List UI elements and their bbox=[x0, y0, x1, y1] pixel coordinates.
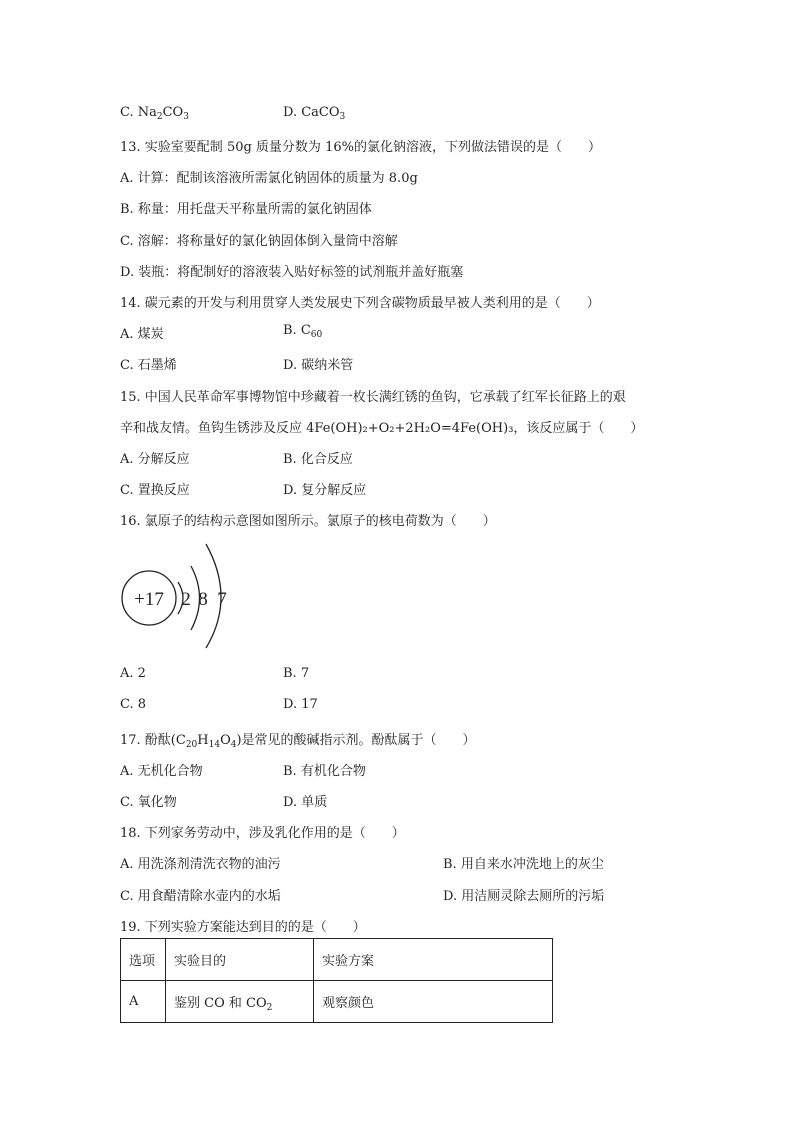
q14-option-b: B. $C_{60}$ bbox=[283, 323, 323, 340]
q16-stem: 16. 氯原子的结构示意图如图所示。氯原子的核电荷数为（ ） bbox=[120, 514, 496, 529]
q17-option-d: D. 单质 bbox=[283, 795, 328, 810]
q13-option-b: B. 称量：用托盘天平称量所需的氯化钠固体 bbox=[120, 202, 372, 217]
q16-option-c: C. 8 bbox=[120, 697, 147, 712]
shell-electrons-2: 8 bbox=[198, 589, 208, 610]
q14-option-a: A. 煤炭 bbox=[120, 327, 164, 342]
nucleus-charge: +17 bbox=[134, 589, 164, 610]
q14-option-d: D. 碳纳米管 bbox=[283, 358, 354, 373]
q15-option-d: D. 复分解反应 bbox=[283, 483, 367, 498]
q12-option-d: D. CaCO$_3$ bbox=[283, 105, 346, 122]
q18-stem: 18. 下列家务劳动中，涉及乳化作用的是（ ） bbox=[120, 826, 405, 841]
q15-stem-line2: 辛和战友情。鱼钩生锈涉及反应 4Fe(OH)₂+O₂+2H₂O=4Fe(OH)₃，该反应属于（ ） bbox=[120, 421, 644, 436]
q19-stem: 19. 下列实验方案能达到目的的是（ ） bbox=[120, 920, 366, 935]
q13-stem: 13. 实验室要配制 50g 质量分数为 16%的氯化钠溶液，下列做法错误的是（ ） bbox=[120, 140, 601, 155]
table-header-cell: 实验方案 bbox=[314, 939, 553, 981]
q17-option-c: C. 氧化物 bbox=[120, 795, 177, 810]
table-cell-option: A bbox=[121, 981, 166, 1023]
q18-option-b: B. 用自来水冲洗地上的灰尘 bbox=[443, 857, 604, 872]
q15-option-b: B. 化合反应 bbox=[283, 452, 353, 467]
q13-option-d: D. 装瓶：将配制好的溶液装入贴好标签的试剂瓶并盖好瓶塞 bbox=[120, 265, 464, 280]
q15-stem-line1: 15. 中国人民革命军事博物馆中珍藏着一枚长满红锈的鱼钩，它承载了红军长征路上的艰 bbox=[120, 390, 626, 405]
shell-electrons-1: 2 bbox=[181, 589, 191, 610]
table-header-cell: 选项 bbox=[121, 939, 166, 981]
table-header-row bbox=[121, 939, 553, 981]
table-cell-goal: 鉴别 CO 和 $CO_2$ bbox=[166, 981, 314, 1023]
q14-stem: 14. 碳元素的开发与利用贯穿人类发展史下列含碳物质最早被人类利用的是（ ） bbox=[120, 296, 600, 311]
q15-option-c: C. 置换反应 bbox=[120, 483, 190, 498]
q16-option-a: A. 2 bbox=[120, 666, 146, 681]
q17-option-a: A. 无机化合物 bbox=[120, 764, 203, 779]
q13-option-a: A. 计算：配制该溶液所需氯化钠固体的质量为 8.0g bbox=[120, 171, 418, 186]
q17-stem: 17. 酚酞$(C_{20}H_{14}O_4)$是常见的酸碱指示剂。酚酞属于（ ） bbox=[120, 733, 476, 750]
q17-option-b: B. 有机化合物 bbox=[283, 764, 366, 779]
q13-option-c: C. 溶解：将称量好的氯化钠固体倒入量筒中溶解 bbox=[120, 234, 398, 249]
q18-option-a: A. 用洗涤剂清洗衣物的油污 bbox=[120, 857, 281, 872]
q18-option-c: C. 用食醋清除水壶内的水垢 bbox=[120, 889, 281, 904]
q16-option-b: B. 7 bbox=[283, 666, 310, 681]
chlorine-atom-diagram bbox=[116, 540, 246, 650]
table-cell-plan: 观察颜色 bbox=[314, 981, 553, 1023]
q14-option-c: C. 石墨烯 bbox=[120, 358, 177, 373]
table-header-cell: 实验目的 bbox=[166, 939, 314, 981]
q12-option-c: C. $Na_2CO_3$ bbox=[120, 105, 189, 122]
experiment-table bbox=[120, 938, 553, 1023]
q16-option-d: D. 17 bbox=[283, 697, 318, 712]
table-row bbox=[121, 981, 553, 1023]
q15-option-a: A. 分解反应 bbox=[120, 452, 190, 467]
shell-electrons-3: 7 bbox=[217, 589, 227, 610]
q18-option-d: D. 用洁厕灵除去厕所的污垢 bbox=[443, 889, 605, 904]
